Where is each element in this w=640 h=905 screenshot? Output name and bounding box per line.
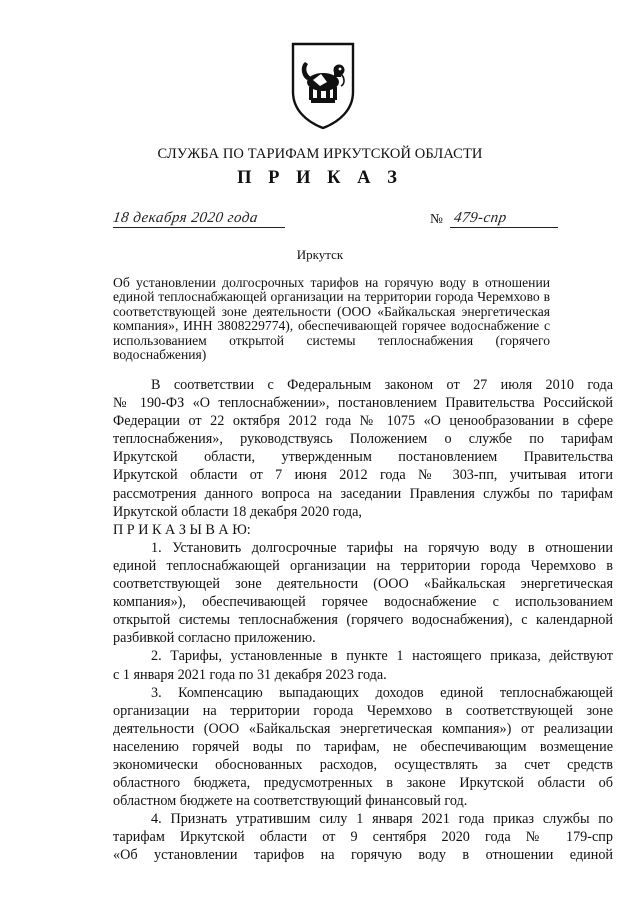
order-body — [113, 376, 613, 865]
body-line: тарифам Иркутской области от 9 сентября 2020 года № 179-спр — [113, 829, 613, 846]
body-line: областном бюджете на соответствующий финансовый год. — [113, 793, 468, 810]
body-line: областного бюджета, предусмотренных в законе Иркутской области об — [113, 775, 613, 792]
document-title: П Р И К А З — [237, 168, 403, 188]
body-line: Иркутской области 18 декабря 2020 года, — [113, 503, 362, 520]
body-line: теплоснабжения», руководствуясь Положением о службе по тарифам — [113, 431, 613, 448]
number-underline — [450, 227, 558, 228]
handwritten-date: 18 декабря 2020 года — [111, 210, 260, 226]
coat-of-arms-icon — [287, 40, 359, 130]
body-line: рассмотрения данного вопроса на заседании Правления службы по тарифам — [113, 485, 613, 502]
body-line: В соответствии с Федеральным законом от 27 июля 2010 года — [151, 377, 613, 393]
order-subject — [113, 276, 550, 362]
number-sign: № — [430, 211, 443, 226]
body-line: населению горячей воды по тарифам, не обеспечивающим возмещение — [113, 738, 613, 755]
handwritten-number: 479-спр — [452, 210, 508, 226]
order-keyword: П Р И К А З Ы В А Ю: — [113, 521, 251, 538]
body-line: экономически обоснованных расходов, осуществлять за счет средств — [113, 756, 613, 773]
subject-line: использованием открытой системы теплоснабжения (горячего — [113, 332, 550, 348]
subject-line: компания», ИНН 3808229774), обеспечивающей горячее водоснабжение с — [113, 318, 550, 334]
agency-name: СЛУЖБА ПО ТАРИФАМ ИРКУТСКОЙ ОБЛАСТИ — [157, 146, 483, 162]
subject-line: Об установлении долгосрочных тарифов на горячую воду в отношении — [113, 275, 550, 290]
city-name: Иркутск — [296, 247, 344, 262]
body-line: 1. Установить долгосрочные тарифы на горячую воду в отношении — [151, 539, 613, 556]
number-field — [430, 209, 558, 229]
subject-line: единой теплоснабжающей организации на территории города Черемхово в — [113, 289, 550, 305]
body-line: соответствующей зоне деятельности (ООО «Байкальская энергетическая — [113, 576, 613, 593]
body-line: Иркутской области от 7 июня 2012 года № 303-пп, учитывая итоги — [113, 467, 613, 484]
body-line: единой теплоснабжающей организации на территории города Черемхово в — [113, 557, 613, 574]
body-line: 3. Компенсацию выпадающих доходов единой теплоснабжающей — [151, 684, 613, 701]
body-line: 4. Признать утратившим силу 1 января 2021 года приказ службы по — [151, 811, 613, 828]
date-underline — [113, 227, 285, 228]
body-line: Федерации от 22 октября 2012 года № 1075 «О ценообразовании в сфере — [113, 413, 613, 430]
body-line: Иркутской области, утвержденным постановлением Правительства — [113, 449, 613, 466]
body-line: организации на территории города Черемхово в соответствующей зоне — [113, 702, 613, 719]
body-line: «Об установлении тарифов на горячую воду в отношении единой — [113, 847, 613, 864]
body-line: компания»), обеспечивающей горячее водоснабжение с использованием — [113, 594, 613, 611]
subject-line: соответствующей зоне деятельности (ООО «Байкальская энергетическая — [113, 303, 550, 319]
body-line: разбивкой согласно приложению. — [113, 630, 316, 647]
body-line: с 1 января 2021 года по 31 декабря 2023 года. — [113, 666, 387, 683]
date-field — [113, 209, 285, 229]
body-line: деятельности (ООО «Байкальская энергетическая компания») от реализации — [113, 720, 613, 737]
body-line: № 190-ФЗ «О теплоснабжении», постановлением Правительства Российской — [113, 395, 613, 412]
body-line: открытой системы теплоснабжения (горячего водоснабжения), с календарной — [113, 612, 613, 629]
subject-line: водоснабжения) — [113, 347, 207, 363]
body-line: 2. Тарифы, установленные в пункте 1 настоящего приказа, действуют — [151, 648, 613, 665]
